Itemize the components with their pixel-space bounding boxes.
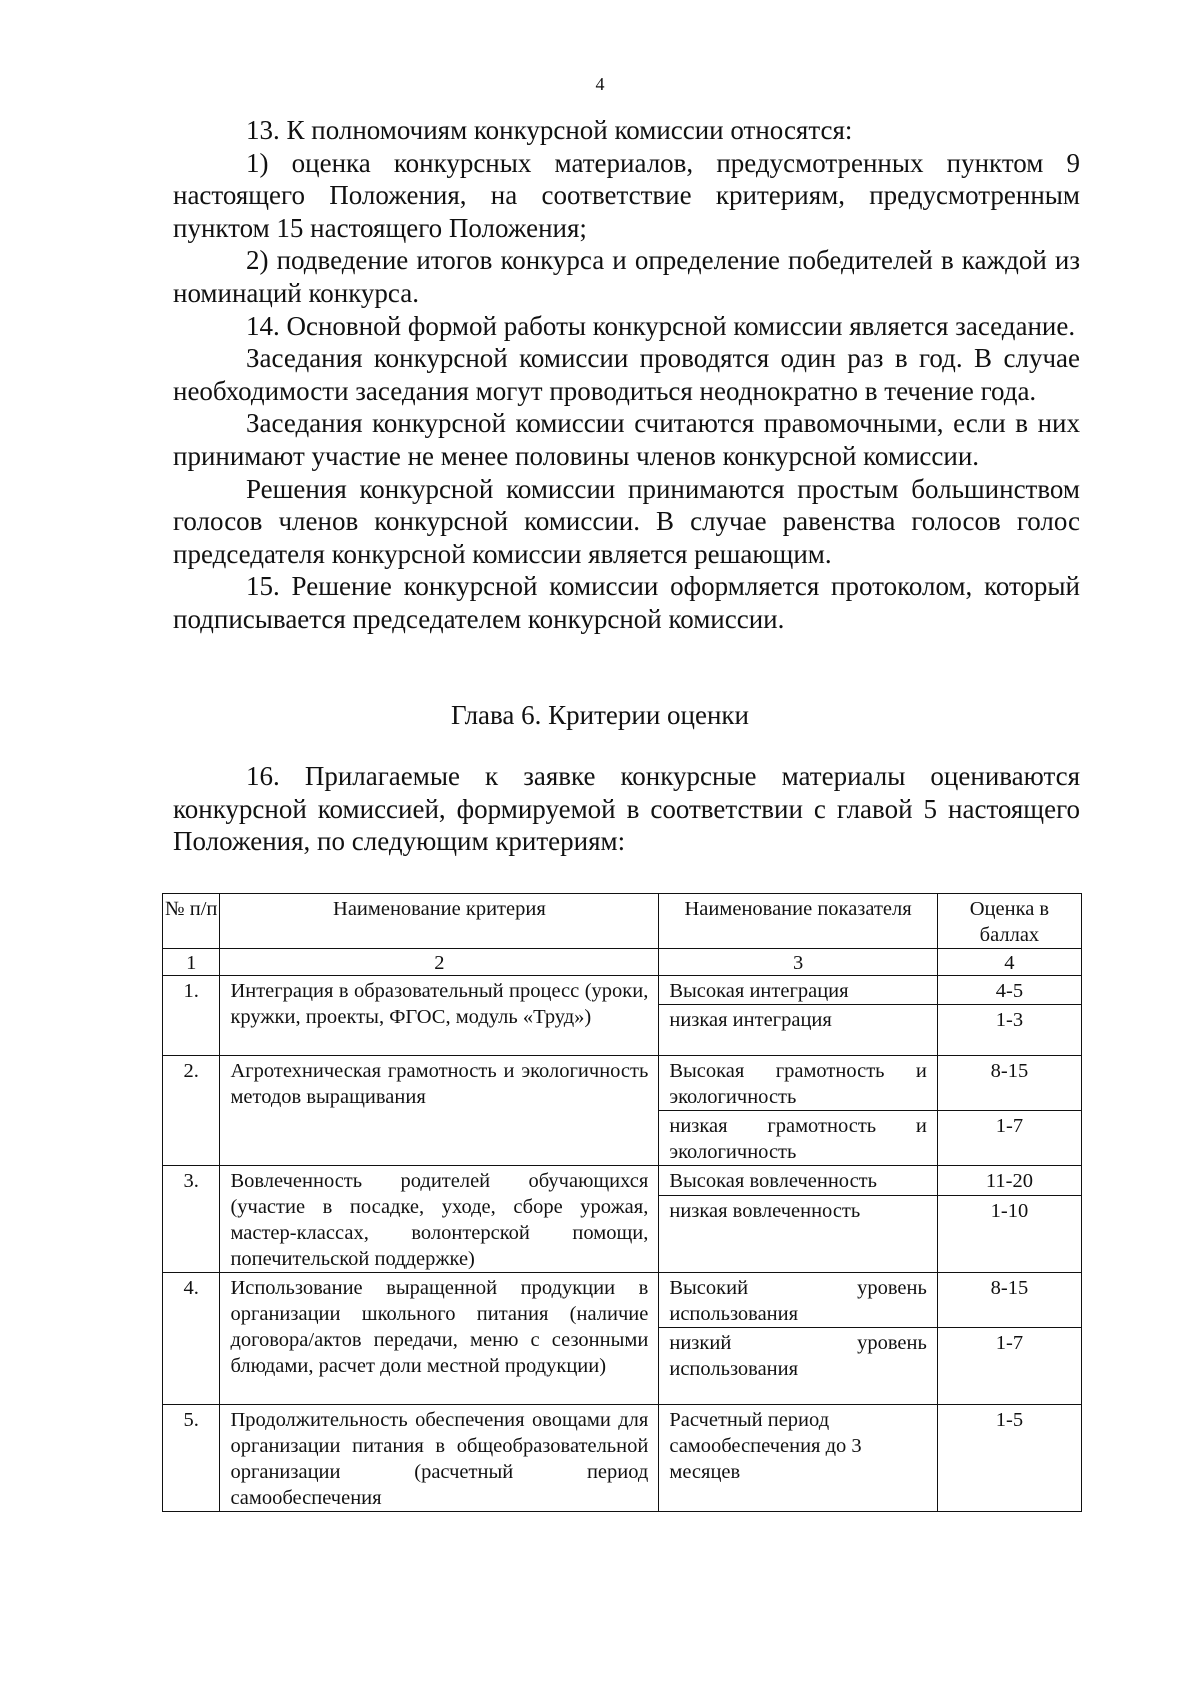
header-criterion: Наименование критерия bbox=[220, 894, 659, 949]
indicator-cell: низкая интеграция bbox=[659, 1005, 938, 1056]
paragraph-14-decisions: Решения конкурсной комиссии принимаются простым большинством голосов членов конкурсной комиссии. В случае равенства голосов голос председателя конкурсной комиссии является решающим. bbox=[173, 473, 1080, 569]
row-num: 1. bbox=[163, 976, 220, 1056]
table-row bbox=[163, 1273, 1082, 1328]
indicator-cell: Высокая интеграция bbox=[659, 976, 938, 1005]
chapter-heading: Глава 6. Критерии оценки bbox=[450, 700, 749, 730]
header-num: № п/п bbox=[163, 894, 220, 949]
score-cell: 1-10 bbox=[937, 1196, 1081, 1273]
paragraph-16-block bbox=[173, 760, 1080, 858]
criterion-cell: Использование выращенной продукции в организации школьного питания (наличие договора/актов передачи, меню с сезонными блюдами, расчет доли местной продукции) bbox=[220, 1273, 659, 1405]
indicator-cell: низкая вовлеченность bbox=[659, 1196, 938, 1273]
paragraph-14: 14. Основной формой работы конкурсной комиссии является заседание. bbox=[246, 310, 1076, 341]
criteria-table bbox=[162, 893, 1082, 1512]
column-number: 1 bbox=[163, 949, 220, 976]
paragraph-13-item-2: 2) подведение итогов конкурса и определение победителей в каждой из номинаций конкурса. bbox=[173, 245, 1080, 308]
column-number: 4 bbox=[937, 949, 1081, 976]
paragraph-13: 13. К полномочиям конкурсной комиссии относятся: bbox=[246, 115, 853, 145]
paragraph-15: 15. Решение конкурсной комиссии оформляется протоколом, который подписывается председателем конкурсной комиссии. bbox=[173, 571, 1080, 634]
paragraph-13-item-1: 1) оценка конкурсных материалов, предусмотренных пунктом 9 настоящего Положения, на соответствие критериям, предусмотренным пунктом 15 настоящего Положения; bbox=[173, 147, 1080, 243]
column-number: 2 bbox=[220, 949, 659, 976]
table-row bbox=[163, 1056, 1082, 1111]
indicator-cell: Высокая грамотность и экологичность bbox=[659, 1056, 938, 1111]
table-header-row bbox=[163, 894, 1082, 949]
score-cell: 8-15 bbox=[937, 1056, 1081, 1111]
row-num: 4. bbox=[163, 1273, 220, 1405]
score-cell: 8-15 bbox=[937, 1273, 1081, 1328]
table-row bbox=[163, 1166, 1082, 1196]
score-cell: 1-3 bbox=[937, 1005, 1081, 1056]
body-text bbox=[173, 114, 1080, 636]
header-score: Оценка в баллах bbox=[937, 894, 1081, 949]
indicator-cell: Высокий уровень использования bbox=[659, 1273, 938, 1328]
indicator-cell: низкая грамотность и экологичность bbox=[659, 1111, 938, 1166]
criterion-cell: Интеграция в образовательный процесс (уроки, кружки, проекты, ФГОС, модуль «Труд») bbox=[220, 976, 659, 1056]
criterion-cell: Агротехническая грамотность и экологичность методов выращивания bbox=[220, 1056, 659, 1166]
row-num: 3. bbox=[163, 1166, 220, 1273]
page-number: 4 bbox=[595, 74, 605, 94]
column-number: 3 bbox=[659, 949, 938, 976]
score-cell: 1-7 bbox=[937, 1328, 1081, 1405]
column-number-row bbox=[163, 949, 1082, 976]
score-cell: 1-7 bbox=[937, 1111, 1081, 1166]
header-indicator: Наименование показателя bbox=[659, 894, 938, 949]
score-cell: 11-20 bbox=[937, 1166, 1081, 1196]
paragraph-16: 16. Прилагаемые к заявке конкурсные материалы оцениваются конкурсной комиссией, формируемой в соответствии с главой 5 настоящего Положения, по следующим критериям: bbox=[173, 761, 1080, 857]
indicator-cell: Расчетный период самообеспечения до 3 месяцев bbox=[659, 1405, 938, 1512]
row-num: 2. bbox=[163, 1056, 220, 1166]
criterion-cell: Продолжительность обеспечения овощами для организации питания в общеобразовательной организации (расчетный период самообеспечения bbox=[220, 1405, 659, 1512]
row-num: 5. bbox=[163, 1405, 220, 1512]
indicator-cell: Высокая вовлеченность bbox=[659, 1166, 938, 1196]
paragraph-14-quorum: Заседания конкурсной комиссии считаются правомочными, если в них принимают участие не менее половины членов конкурсной комиссии. bbox=[173, 408, 1080, 471]
paragraph-14-meetings: Заседания конкурсной комиссии проводятся один раз в год. В случае необходимости заседания могут проводиться неоднократно в течение года. bbox=[173, 343, 1080, 406]
score-cell: 1-5 bbox=[937, 1405, 1081, 1512]
indicator-cell: низкий уровень использования bbox=[659, 1328, 938, 1405]
table-row bbox=[163, 976, 1082, 1005]
criterion-cell: Вовлеченность родителей обучающихся (участие в посадке, уходе, сборе урожая, мастер-классах, волонтерской помощи, попечительской поддержке) bbox=[220, 1166, 659, 1273]
table-row bbox=[163, 1405, 1082, 1512]
score-cell: 4-5 bbox=[937, 976, 1081, 1005]
